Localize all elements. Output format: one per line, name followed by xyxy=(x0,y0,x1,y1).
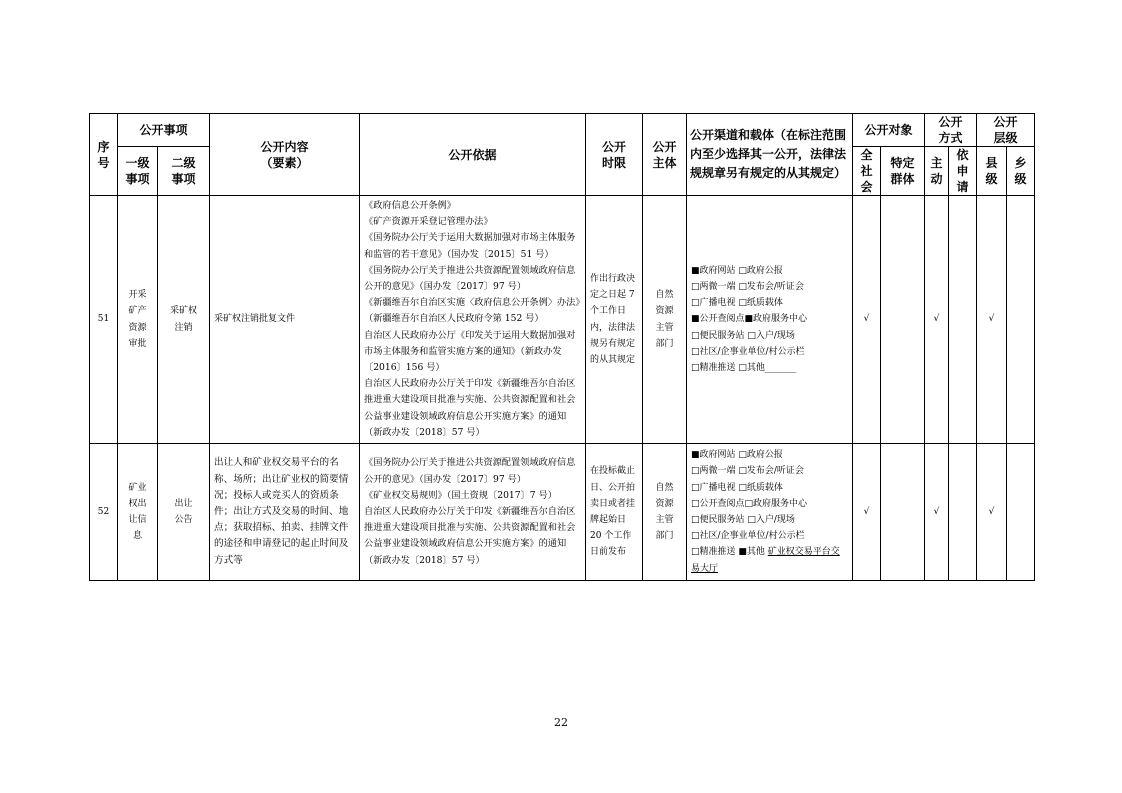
header-township: 乡 级 xyxy=(1007,147,1035,196)
channel-line: □两微一端 □发布会/听证会 xyxy=(691,282,804,293)
row-seq: 51 xyxy=(90,196,118,444)
row-content: 采矿权注销批复文件 xyxy=(210,196,360,444)
row-county-check: √ xyxy=(977,444,1007,581)
header-level2: 二级 事项 xyxy=(158,147,210,196)
header-level1: 一级 事项 xyxy=(118,147,158,196)
header-time-limit: 公开 时限 xyxy=(586,114,643,196)
channel-line: ■政府网站 □政府公报 xyxy=(691,450,783,461)
header-active: 主 动 xyxy=(925,147,949,196)
channel-line: ■政府网站 □政府公报 xyxy=(691,265,783,276)
row-time-limit: 在投标截止日、公开拍卖日或者挂牌起始日 20 个工作日前发布 xyxy=(586,444,643,581)
channel-line: □便民服务站 □入户/现场 xyxy=(691,515,795,526)
row-seq: 52 xyxy=(90,444,118,581)
channel-line: □精准推送 □其他_______ xyxy=(691,363,797,374)
row-content: 出让人和矿业权交易平台的名称、场所；出让矿业权的简要情况；投标人或竞买人的资质条件；出让方式及交易的时间、地点；获取招标、拍卖、挂牌文件的途径和申请登记的起止时间及方式等 xyxy=(210,444,360,581)
basis-line: 自治区人民政府办公厅《印发关于运用大数据加强对市场主体服务和监管实施方案的通知》（新政办发〔2016〕156 号） xyxy=(364,329,576,374)
basis-line: 《国务院办公厅关于运用大数据加强对市场主体服务和监管的若干意见》（国办发〔2015〕51 号） xyxy=(364,232,576,260)
row-basis xyxy=(360,196,586,444)
row-township-check xyxy=(1007,196,1035,444)
row-active-check: √ xyxy=(925,196,949,444)
channel-other-text: 矿业权交易平台交易大厅 xyxy=(691,547,840,574)
row-county-check: √ xyxy=(977,196,1007,444)
table-row xyxy=(90,196,1035,444)
row-active-check: √ xyxy=(925,444,949,581)
header-target-group: 公开对象 xyxy=(853,114,925,147)
row-on-request-check xyxy=(949,444,977,581)
header-basis: 公开依据 xyxy=(360,114,586,196)
row-specific-check xyxy=(881,444,925,581)
disclosure-table xyxy=(89,113,1035,581)
header-county: 县 级 xyxy=(977,147,1007,196)
basis-line: 《新疆维吾尔自治区实施〈政府信息公开条例〉办法》（新疆维吾尔自治区人民政府令第 152 号） xyxy=(364,297,580,325)
basis-line: 自治区人民政府办公厅关于印发《新疆维吾尔自治区推进重大建设项目批准与实施、公共资源配置和社会公益事业建设领域政府信息公开实施方案》的通知（新政办发〔2018〕57 号） xyxy=(364,378,576,438)
row-basis xyxy=(360,444,586,581)
header-items-group: 公开事项 xyxy=(118,114,210,147)
basis-line: 《国务院办公厅关于推进公共资源配置领域政府信息公开的意见》（国办发〔2017〕97 号） xyxy=(364,457,576,485)
row-specific-check xyxy=(881,196,925,444)
header-content: 公开内容 （要素） xyxy=(210,114,360,196)
row-subject: 自然 资源 主管 部门 xyxy=(643,196,687,444)
channel-line: □社区/企事业单位/村公示栏 xyxy=(691,346,805,357)
basis-line: 《国务院办公厅关于推进公共资源配置领域政府信息公开的意见》（国办发〔2017〕97 号） xyxy=(364,264,576,293)
row-level1: 矿业 权出 让信 息 xyxy=(118,444,158,581)
channel-line: □广播电视 □纸质载体 xyxy=(691,482,783,493)
header-method-group: 公开 方式 xyxy=(925,114,977,147)
row-subject: 自然 资源 主管 部门 xyxy=(643,444,687,581)
basis-line: 自治区人民政府办公厅关于印发《新疆维吾尔自治区推进重大建设项目批准与实施、公共资源配置和社会公益事业建设领域政府信息公开实施方案》的通知（新政办发〔2018〕57 号） xyxy=(364,505,576,566)
channel-line xyxy=(691,544,848,576)
row-all-society-check: √ xyxy=(853,444,881,581)
header-all-society: 全 社 会 xyxy=(853,147,881,196)
basis-line: 《矿产资源开采登记管理办法》 xyxy=(364,216,493,228)
row-level1: 开采 矿产 资源 审批 xyxy=(118,196,158,444)
channel-line: □便民服务站 □入户/现场 xyxy=(691,330,795,341)
header-subject: 公开 主体 xyxy=(643,114,687,196)
header-seq: 序 号 xyxy=(90,114,118,196)
channel-line: □两微一端 □发布会/听证会 xyxy=(691,466,804,477)
header-specific: 特定 群体 xyxy=(881,147,925,196)
row-channels xyxy=(687,444,853,581)
basis-line: 《政府信息公开条例》 xyxy=(364,200,456,211)
channel-line: □广播电视 □纸质载体 xyxy=(691,298,783,309)
header-on-request: 依 申 请 xyxy=(949,147,977,196)
channel-line-text: □精准推送 ■其他 xyxy=(691,547,768,558)
row-on-request-check xyxy=(949,196,977,444)
header-level-group: 公开 层级 xyxy=(977,114,1035,147)
row-level2: 采矿权 注销 xyxy=(158,196,210,444)
table-row xyxy=(90,444,1035,581)
row-channels xyxy=(687,196,853,444)
page-number: 22 xyxy=(554,716,568,729)
row-township-check xyxy=(1007,444,1035,581)
row-all-society-check: √ xyxy=(853,196,881,444)
channel-line: □公开查阅点□政府服务中心 xyxy=(691,498,808,509)
basis-line: 《矿业权交易规则》（国土资规〔2017〕7 号） xyxy=(364,489,557,501)
row-level2: 出让 公告 xyxy=(158,444,210,581)
row-time-limit: 作出行政决定之日起 7 个工作日内，法律法规另有规定的从其规定 xyxy=(586,196,643,444)
channel-line: □社区/企事业单位/村公示栏 xyxy=(691,531,805,542)
header-channels: 公开渠道和载体（在标注范围内至少选择其一公开，法律法规规章另有规定的从其规定） xyxy=(687,114,853,196)
channel-line: ■公开查阅点■政府服务中心 xyxy=(691,314,808,325)
